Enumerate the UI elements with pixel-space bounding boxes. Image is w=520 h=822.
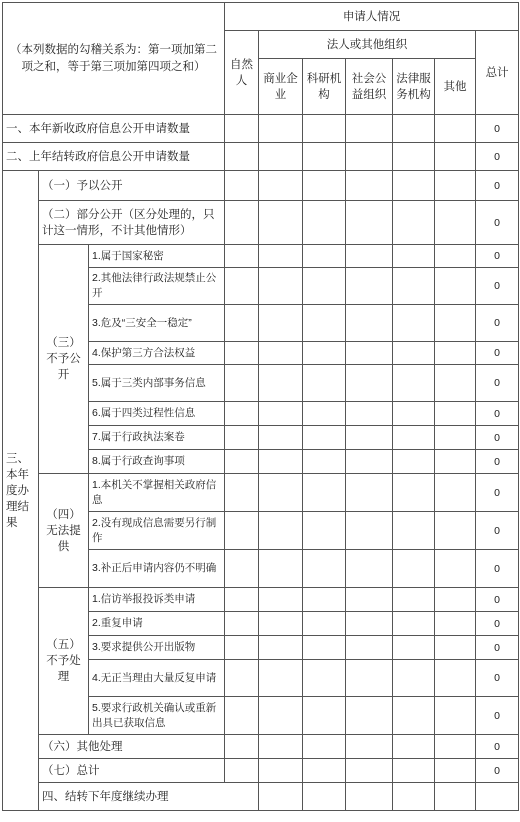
total-cell: 0 — [476, 201, 519, 245]
total-cell: 0 — [476, 402, 519, 426]
row-label: 5.要求行政机关确认或重新出具已获取信息 — [89, 697, 225, 735]
row-label: 3.补正后申请内容仍不明确 — [89, 550, 225, 588]
total-cell: 0 — [476, 143, 519, 171]
row-label: 2.其他法律行政法规禁止公开 — [89, 268, 225, 305]
total-cell: 0 — [476, 512, 519, 550]
table-row — [3, 783, 519, 811]
row-label: （六）其他处理 — [39, 735, 225, 759]
total-cell: 0 — [476, 660, 519, 697]
header-note: （本列数据的勾稽关系为：第一项加第二项之和，等于第三项加第四项之和） — [3, 3, 225, 115]
government-info-disclosure-table — [2, 2, 519, 811]
header-total: 总计 — [476, 31, 519, 115]
total-cell: 0 — [476, 268, 519, 305]
row-label: 6.属于四类过程性信息 — [89, 402, 225, 426]
row-label: 1.信访举报投诉类申请 — [89, 588, 225, 612]
row-label: 2.重复申请 — [89, 612, 225, 636]
total-cell: 0 — [476, 759, 519, 783]
table-row — [3, 759, 519, 783]
total-cell: 0 — [476, 342, 519, 365]
row-label: 2.没有现成信息需要另行制作 — [89, 512, 225, 550]
subsection-3-label: （三）不予公开 — [39, 245, 89, 474]
header-legal-person-group: 法人或其他组织 — [259, 31, 476, 59]
total-cell: 0 — [476, 636, 519, 660]
row-label: 一、本年新收政府信息公开申请数量 — [3, 115, 225, 143]
section-3-label: 三、本年度办理结果 — [3, 171, 39, 811]
row-label: 7.属于行政执法案卷 — [89, 426, 225, 450]
table-row — [3, 735, 519, 759]
row-label: 4.无正当理由大量反复申请 — [89, 660, 225, 697]
total-cell: 0 — [476, 115, 519, 143]
row-label: 4.保护第三方合法权益 — [89, 342, 225, 365]
row-label: 四、结转下年度继续办理 — [39, 783, 259, 811]
header-col-public-welfare: 社会公益组织 — [346, 59, 393, 115]
table-row — [3, 143, 519, 171]
total-cell: 0 — [476, 426, 519, 450]
row-label: 1.属于国家秘密 — [89, 245, 225, 268]
table-row — [3, 201, 519, 245]
row-label: 3.危及“三安全一稳定” — [89, 305, 225, 342]
table-row — [3, 588, 519, 612]
total-cell: 0 — [476, 305, 519, 342]
header-col-legal-service: 法律服务机构 — [393, 59, 435, 115]
total-cell: 0 — [476, 697, 519, 735]
header-col-research: 科研机构 — [303, 59, 346, 115]
total-cell: 0 — [476, 365, 519, 402]
row-label: 二、上年结转政府信息公开申请数量 — [3, 143, 225, 171]
table-row — [3, 171, 519, 201]
subsection-5-label: （五）不予处理 — [39, 588, 89, 735]
row-label: 1.本机关不掌握相关政府信息 — [89, 474, 225, 512]
header-col-business: 商业企业 — [259, 59, 303, 115]
row-label: 5.属于三类内部事务信息 — [89, 365, 225, 402]
total-cell: 0 — [476, 450, 519, 474]
table-row — [3, 115, 519, 143]
total-cell: 0 — [476, 588, 519, 612]
total-cell: 0 — [476, 612, 519, 636]
header-applicant-situation: 申请人情况 — [225, 3, 519, 31]
total-cell: 0 — [476, 735, 519, 759]
row-label: （七）总计 — [39, 759, 225, 783]
row-label: （二）部分公开（区分处理的，只计这一情形，不计其他情形） — [39, 201, 225, 245]
header-natural-person: 自然人 — [225, 31, 259, 115]
total-cell: 0 — [476, 474, 519, 512]
row-label: 3.要求提供公开出版物 — [89, 636, 225, 660]
table-row — [3, 245, 519, 268]
row-label: 8.属于行政查询事项 — [89, 450, 225, 474]
subsection-4-label: （四）无法提供 — [39, 474, 89, 588]
header-col-other: 其他 — [435, 59, 476, 115]
total-cell: 0 — [476, 171, 519, 201]
total-cell: 0 — [476, 245, 519, 268]
table-row — [3, 474, 519, 512]
row-label: （一）予以公开 — [39, 171, 225, 201]
total-cell: 0 — [476, 550, 519, 588]
